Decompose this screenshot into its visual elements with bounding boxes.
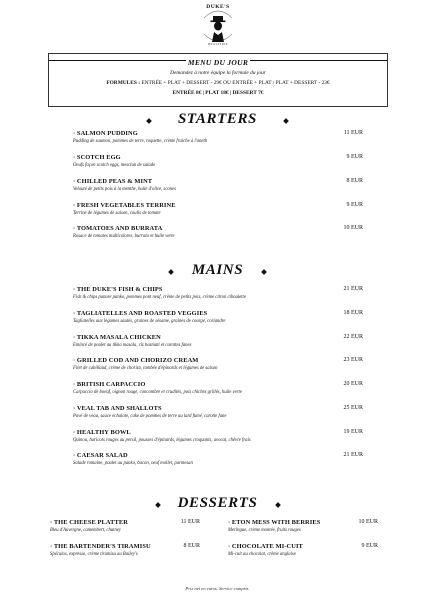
- formulas-label: FORMULES :: [106, 80, 141, 86]
- item-price: 21 EUR: [343, 286, 363, 292]
- item-price: 11 EUR: [343, 130, 363, 136]
- item-desc: Fish & chips panure panko, pommes pont neuf, crème de petits pois, crème citron ciboulette: [73, 295, 246, 300]
- item-desc: Tagliatelles aux légumes sautés, graines de sésame, graines de courge, coriandre: [73, 319, 226, 324]
- item-price: 19 EUR: [343, 429, 363, 435]
- item-name: · FRESH VEGETABLES TERRINE: [73, 202, 176, 209]
- item-price: 8 EUR: [346, 178, 363, 184]
- item-price: 22 EUR: [343, 334, 363, 340]
- starter-item: [73, 130, 363, 144]
- item-price: 8 EUR: [183, 543, 200, 549]
- item-name: · THE DUKE'S FISH & CHIPS: [73, 286, 163, 293]
- individual-prices: ENTRÉE 8€ | PLAT 18€ | DESSERT 7€: [172, 90, 264, 96]
- menu-du-jour-subtitle: Demandez à notre équipe la formule du jour: [170, 70, 266, 76]
- logo-name: DUKE'S: [206, 4, 230, 10]
- item-name: · CHILLED PEAS & MINT: [73, 178, 153, 185]
- starter-item: [73, 225, 363, 239]
- main-item: [73, 429, 363, 443]
- item-desc: Meringue, crème montée, fruits rouges: [228, 528, 301, 533]
- mains-title: MAINS: [191, 262, 244, 278]
- dessert-item: [50, 543, 200, 557]
- menu-du-jour-box: [48, 53, 388, 107]
- dessert-item: [50, 519, 200, 533]
- main-item: [73, 381, 363, 395]
- item-desc: Mi-cuit au chocolat, crème anglaise: [228, 552, 296, 557]
- item-name: · ETON MESS WITH BERRIES: [228, 519, 321, 526]
- starters-title: STARTERS: [177, 111, 257, 127]
- menu-du-jour-title: MENU DU JOUR: [187, 58, 249, 67]
- item-name: · TIKKA MASALA CHICKEN: [73, 334, 161, 341]
- item-name: · GRILLED COD AND CHORIZO CREAM: [73, 357, 199, 364]
- item-desc: Terrine de légumes de saison, coulis de tomate: [73, 211, 161, 216]
- item-name: · BRITISH CARPACCIO: [73, 381, 146, 388]
- main-item: [73, 334, 363, 348]
- item-desc: Bleu d'Auvergne, camembert, chutney: [50, 528, 121, 533]
- main-item: [73, 357, 363, 371]
- item-name: · TAGLIATELLES AND ROASTED VEGGIES: [73, 310, 208, 317]
- main-item: [73, 405, 363, 419]
- item-desc: Quinoa, haricots rouges au persil, pousses d'épinards, légumes croquants, avocat, chèvre frais: [73, 438, 251, 443]
- item-price: 10 EUR: [358, 519, 378, 525]
- item-price: 25 EUR: [343, 405, 363, 411]
- logo-subtitle: BRASSERIE: [208, 42, 228, 46]
- desserts-header: [0, 495, 435, 515]
- item-name: · VEAL TAB AND SHALLOTS: [73, 405, 162, 412]
- item-desc: Carpaccio de boeuf, oignon rouge, concombre et crudités, pois chiches grillés, huile verte: [73, 390, 242, 395]
- item-name: · CAESAR SALAD: [73, 452, 128, 459]
- main-item: [73, 452, 363, 466]
- item-name: · THE CHEESE PLATTER: [50, 519, 128, 526]
- item-desc: Spéculos, expresso, crème tiramisu au Bailey's: [50, 552, 138, 557]
- mains-header: [0, 262, 435, 282]
- main-item: [73, 310, 363, 324]
- formulas-text: ENTRÉE + PLAT + DESSERT - 29€ OU ENTRÉE + PLAT / PLAT + DESSERT - 23€: [141, 80, 330, 86]
- starter-item: [73, 178, 363, 192]
- item-name: · THE BARTENDER'S TIRAMISU: [50, 543, 151, 550]
- item-desc: Velouté de petits pois à la menthe, huile d'olive, scones: [73, 187, 176, 192]
- item-desc: Rosace de tomates multicolores, burrata et huile verte: [73, 234, 175, 239]
- item-price: 9 EUR: [346, 202, 363, 208]
- dessert-item: [228, 543, 378, 557]
- starter-item: [73, 154, 363, 168]
- starter-item: [73, 202, 363, 216]
- item-desc: Salade romaine, poulet au panko, bacon, oeuf mollet, parmesan: [73, 461, 193, 466]
- item-name: · SALMON PUDDING: [73, 130, 138, 137]
- item-price: 23 EUR: [343, 357, 363, 363]
- item-price: 20 EUR: [343, 381, 363, 387]
- item-price: 10 EUR: [343, 225, 363, 231]
- main-item: [73, 286, 363, 300]
- item-desc: Oeufs façon scotch eggs, mesclun de salade: [73, 163, 156, 168]
- item-price: 9 EUR: [346, 154, 363, 160]
- footnote: Prix net en euros. Service compris.: [185, 586, 250, 591]
- item-price: 21 EUR: [343, 452, 363, 458]
- desserts-title: DESSERTS: [177, 495, 258, 511]
- item-desc: Emincé de poulet au tikka masala, riz basmati et carottes fanes: [73, 343, 192, 348]
- item-desc: Pudding de saumon, pommes de terre, roquette, crème fraiche à l'aneth: [73, 139, 208, 144]
- item-desc: Filet de cabillaud, crème de chorizo, tombée d'épinards et légumes de saison: [73, 366, 218, 371]
- item-name: · HEALTHY BOWL: [73, 429, 131, 436]
- item-name: · TOMATOES AND BURRATA: [73, 225, 163, 232]
- item-name: · SCOTCH EGG: [73, 154, 121, 161]
- formulas-line: [49, 79, 387, 87]
- item-price: 11 EUR: [180, 519, 200, 525]
- item-name: · CHOCOLATE MI-CUIT: [228, 543, 303, 550]
- item-price: 18 EUR: [343, 310, 363, 316]
- item-price: 9 EUR: [361, 543, 378, 549]
- dukes-logo: [196, 4, 240, 48]
- item-desc: Pavé de veau, sauce échalote, cake de pommes de terre au lard fumé, carotte fane: [73, 414, 227, 419]
- starters-header: [0, 111, 435, 131]
- dessert-item: [228, 519, 378, 533]
